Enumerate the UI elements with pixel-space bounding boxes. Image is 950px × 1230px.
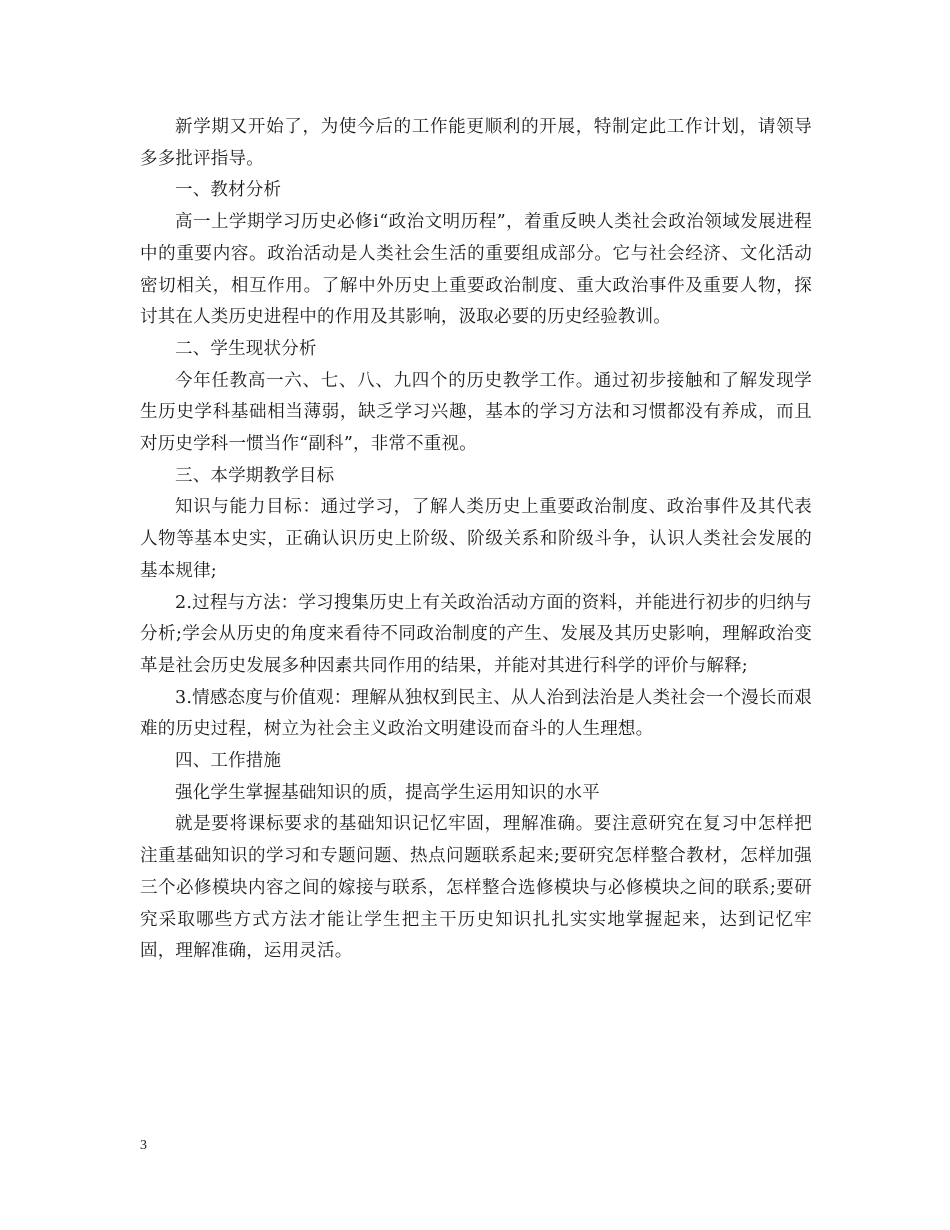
textbook-analysis-paragraph: 高一上学期学习历史必修ⅰ“政治文明历程”，着重反映人类社会政治领域发展进程中的重要内容。政治活动是人类社会生活的重要组成部分。它与社会经济、文化活动密切相关，相互作用。了解中外历史上重要政治制度、重大政治事件及重要人物，探讨其在人类历史进程中的作用及其影响，汲取必要的历史经验教训。 [140,212,812,328]
student-status-paragraph: 今年任教高一六、七、八、九四个的历史教学工作。通过初步接触和了解发现学生历史学科基础相当薄弱，缺乏学习兴趣，基本的学习方法和习惯都没有养成，而且对历史学科一惯当作“副科”，非常不重视。 [140,370,812,455]
goal-knowledge-ability: 知识与能力目标：通过学习，了解人类历史上重要政治制度、政治事件及其代表人物等基本史实，正确认识历史上阶级、阶级关系和阶级斗争，认识人类社会发展的基本规律; [140,497,812,581]
measure-subheading: 强化学生掌握基础知识的质，提高学生运用知识的水平 [175,782,600,803]
document-body [140,112,812,968]
intro-paragraph: 新学期又开始了，为使今后的工作能更顺利的开展，特制定此工作计划，请领导多多批评指导。 [140,117,812,169]
measure-paragraph: 就是要将课标要求的基础知识记忆牢固，理解准确。要注意研究在复习中怎样把注重基础知识的学习和专题问题、热点问题联系起来;要研究怎样整合教材，怎样加强三个必修模块内容之间的嫁接与联系，怎样整合选修模块与必修模块之间的联系;要研究采取哪些方式方法才能让学生把主干历史知识扎扎实实地掌握起来，达到记忆牢固，理解准确，运用灵活。 [140,814,812,962]
page-number: 3 [140,1138,147,1153]
section-heading-student-status: 二、学生现状分析 [175,338,317,359]
section-heading-work-measures: 四、工作措施 [175,751,282,772]
section-heading-teaching-goals: 三、本学期教学目标 [175,465,335,486]
goal-emotion-values: 3.情感态度与价值观：理解从独权到民主、从人治到法治是人类社会一个漫长而艰难的历史过程，树立为社会主义政治文明建设而奋斗的人生理想。 [140,687,812,740]
goal-process-method: 2.过程与方法：学习搜集历史上有关政治活动方面的资料，并能进行初步的归纳与分析;学会从历史的角度来看待不同政治制度的产生、发展及其历史影响，理解政治变革是社会历史发展多种因素共同作用的结果，并能对其进行科学的评价与解释; [140,592,812,676]
section-heading-textbook-analysis: 一、教材分析 [175,180,282,201]
